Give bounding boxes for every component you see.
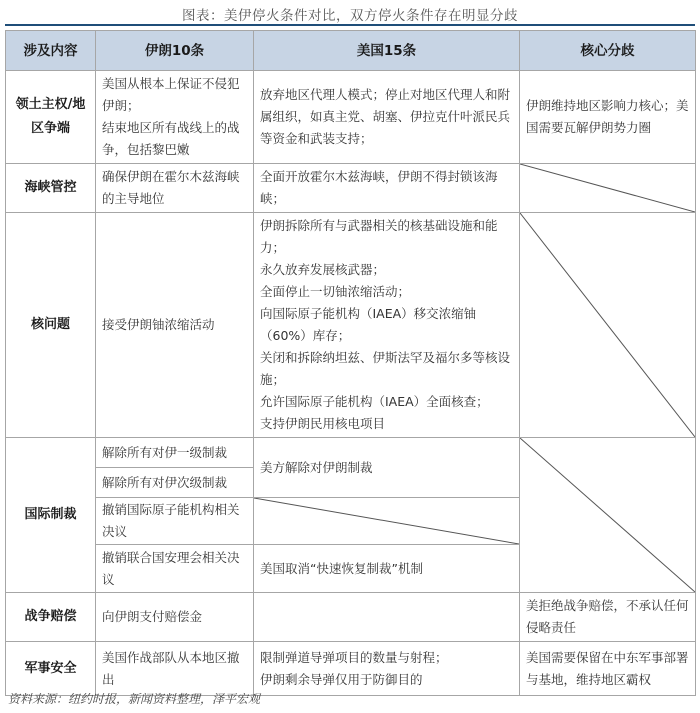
us-compensation <box>254 593 520 642</box>
table-title: 图表：美伊停火条件对比，双方停火条件存在明显分歧 <box>182 8 518 24</box>
category-territory: 领土主权/地区争端 <box>6 71 96 164</box>
source-note: 资料来源：纽约时报，新闻资料整理，泽平宏观 <box>8 692 261 706</box>
core-territory: 伊朗维持地区影响力核心；美国需要瓦解伊朗势力圈 <box>520 71 696 164</box>
comparison-table <box>5 30 696 696</box>
us-sanctions-item: 美方解除对伊朗制裁 <box>254 438 520 498</box>
core-military: 美国需要保留在中东军事部署与基地，维持地区霸权 <box>520 642 696 696</box>
table-row-territory <box>6 71 696 164</box>
us-nuclear-line: 伊朗拆除所有与武器相关的核基础设施和能力； <box>260 218 498 255</box>
us-military-line: 限制弹道导弹项目的数量与射程； <box>260 649 448 665</box>
header-us: 美国15条 <box>254 31 520 71</box>
diagonal-empty-cell <box>520 164 696 213</box>
core-compensation: 美拒绝战争赔偿，不承认任何侵略责任 <box>520 593 696 642</box>
title-rule <box>5 24 695 26</box>
iran-sanctions-item: 撤销联合国安理会相关决议 <box>96 545 254 593</box>
iran-sanctions-item: 解除所有对伊一级制裁 <box>96 438 254 468</box>
diagonal-empty-cell <box>254 498 520 545</box>
us-nuclear-line: 支持伊朗民用核电项目 <box>260 416 386 431</box>
header-row <box>6 31 696 71</box>
table-row-sanctions <box>6 438 696 468</box>
us-nuclear-line: 全面停止一切铀浓缩活动； <box>260 284 411 299</box>
iran-military: 美国作战部队从本地区撤出 <box>96 642 254 696</box>
category-compensation: 战争赔偿 <box>6 593 96 642</box>
category-military: 军事安全 <box>6 642 96 696</box>
category-sanctions: 国际制裁 <box>6 438 96 593</box>
table-row-strait <box>6 164 696 213</box>
header-iran: 伊朗10条 <box>96 31 254 71</box>
iran-compensation: 向伊朗支付赔偿金 <box>96 593 254 642</box>
iran-territory <box>96 71 254 164</box>
table-row-nuclear <box>6 213 696 438</box>
category-nuclear: 核问题 <box>6 213 96 438</box>
iran-territory-line: 结束地区所有战线上的战争，包括黎巴嫩 <box>102 120 240 157</box>
diagonal-empty-cell <box>520 213 696 438</box>
table-row-military <box>6 642 696 696</box>
us-military <box>254 642 520 696</box>
iran-territory-line: 美国从根本上保证不侵犯伊朗； <box>102 76 240 113</box>
us-nuclear <box>254 213 520 438</box>
header-core: 核心分歧 <box>520 31 696 71</box>
us-nuclear-line: 关闭和拆除纳坦兹、伊斯法罕及福尔多等核设施； <box>260 350 511 387</box>
header-topic: 涉及内容 <box>6 31 96 71</box>
iran-sanctions-item: 撤销国际原子能机构相关决议 <box>96 498 254 545</box>
category-strait: 海峡管控 <box>6 164 96 213</box>
iran-nuclear: 接受伊朗铀浓缩活动 <box>96 213 254 438</box>
us-nuclear-line: 允许国际原子能机构（IAEA）全面核查； <box>260 394 489 409</box>
us-nuclear-line: 永久放弃发展核武器； <box>260 262 386 277</box>
iran-strait: 确保伊朗在霍尔木兹海峡的主导地位 <box>96 164 254 213</box>
us-sanctions-item: 美国取消“快速恢复制裁”机制 <box>254 545 520 593</box>
us-military-line: 伊朗剩余导弹仅用于防御目的 <box>260 671 423 687</box>
us-nuclear-line: 向国际原子能机构（IAEA）移交浓缩铀（60%）库存； <box>260 306 477 343</box>
iran-sanctions-item: 解除所有对伊次级制裁 <box>96 468 254 498</box>
table-row-compensation <box>6 593 696 642</box>
diagonal-empty-cell <box>520 438 696 593</box>
us-strait: 全面开放霍尔木兹海峡，伊朗不得封锁该海峡； <box>254 164 520 213</box>
us-territory: 放弃地区代理人模式；停止对地区代理人和附属组织，如真主党、胡塞、伊拉克什叶派民兵等资金和武装支持； <box>254 71 520 164</box>
